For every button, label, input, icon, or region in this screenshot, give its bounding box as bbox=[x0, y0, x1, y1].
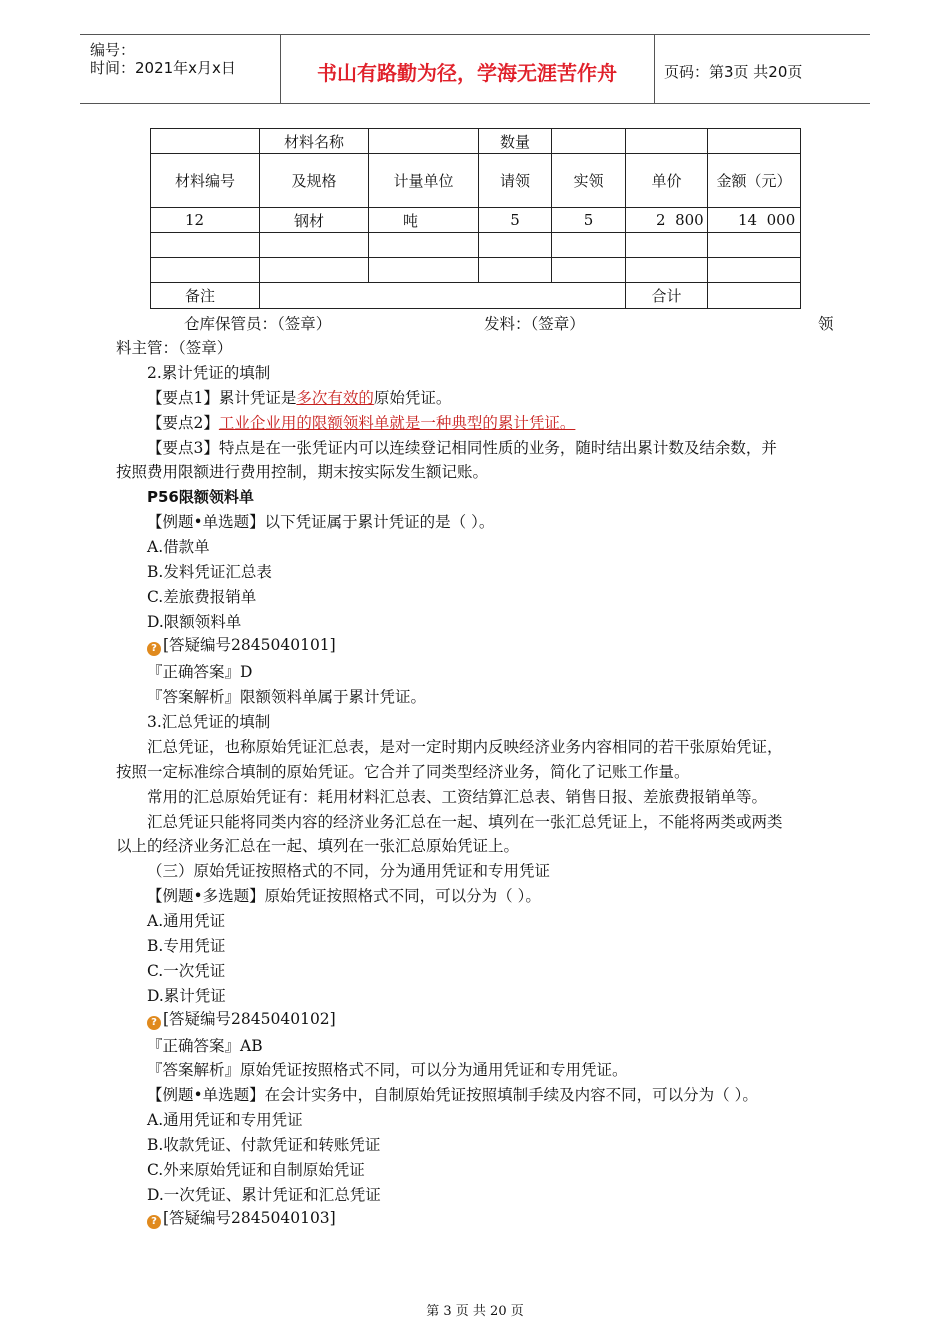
table-cell bbox=[708, 258, 801, 283]
table-header-cell: 实领 bbox=[552, 154, 626, 208]
point-2-highlight: 工业企业用的限额领料单就是一种典型的累计凭证。 bbox=[218, 414, 576, 432]
point-3-line-2: 按照费用限额进行费用控制，期末按实际发生额记账。 bbox=[116, 463, 489, 481]
sign-issuer: 发料：（签章） bbox=[484, 315, 585, 333]
table-header-cell: 计量单位 bbox=[369, 154, 479, 208]
table-cell bbox=[552, 258, 626, 283]
remark-value bbox=[260, 283, 626, 309]
point-1-suffix: 原始凭证。 bbox=[373, 389, 452, 407]
point-1-prefix: 【要点1】累计凭证是 bbox=[147, 389, 297, 407]
option: B.发料凭证汇总表 bbox=[147, 563, 272, 581]
table-header-cell: 数量 bbox=[479, 129, 552, 154]
section-title: （三）原始凭证按照格式的不同，分为通用凭证和专用凭证 bbox=[147, 862, 551, 880]
point-1 bbox=[147, 388, 451, 408]
table-row bbox=[151, 233, 801, 258]
sign-collector-start: 领 bbox=[818, 315, 834, 333]
section-title: 2.累计凭证的填制 bbox=[147, 364, 271, 382]
table-row bbox=[151, 258, 801, 283]
sign-warehouse: 仓库保管员：（签章） bbox=[184, 315, 332, 333]
table-cell bbox=[260, 233, 369, 258]
answer-ref bbox=[147, 635, 336, 656]
requisition-table bbox=[150, 128, 801, 309]
table-header-cell: 金额（元） bbox=[708, 154, 801, 208]
time-label: 时间：2021年x月x日 bbox=[90, 59, 236, 77]
option: D.一次凭证、累计凭证和汇总凭证 bbox=[147, 1186, 381, 1204]
table-header-cell: 材料编号 bbox=[151, 154, 260, 208]
option: A.通用凭证 bbox=[147, 912, 226, 930]
table-cell: 5 bbox=[552, 208, 626, 233]
option: A.通用凭证和专用凭证 bbox=[147, 1111, 303, 1129]
correct-answer: 『正确答案』D bbox=[147, 663, 253, 681]
table-cell bbox=[369, 233, 479, 258]
number-label: 编号： bbox=[90, 41, 136, 59]
table-header-cell bbox=[626, 129, 708, 154]
table-cell bbox=[369, 258, 479, 283]
header-left-cell bbox=[80, 35, 281, 103]
question-icon: ? bbox=[147, 642, 161, 656]
table-cell bbox=[151, 258, 260, 283]
table-cell bbox=[479, 258, 552, 283]
table-cell bbox=[151, 233, 260, 258]
table-header-cell: 及规格 bbox=[260, 154, 369, 208]
answer-ref-text: [答疑编号2845040103] bbox=[163, 1209, 336, 1227]
question-icon: ? bbox=[147, 1215, 161, 1229]
paragraph-line: 汇总凭证，也称原始凭证汇总表，是对一定时期内反映经济业务内容相同的若干张原始凭证， bbox=[147, 738, 783, 756]
paragraph-line: 按照一定标准综合填制的原始凭证。它合并了同类型经济业务，简化了记账工作量。 bbox=[116, 763, 690, 781]
section-title: 3.汇总凭证的填制 bbox=[147, 713, 271, 731]
point-1-highlight: 多次有效的 bbox=[296, 389, 374, 407]
remark-label: 备注 bbox=[151, 283, 260, 309]
option: B.专用凭证 bbox=[147, 937, 226, 955]
motto: 书山有路勤为径，学海无涯苦作舟 bbox=[317, 61, 617, 85]
page-header bbox=[80, 34, 870, 104]
option: C.差旅费报销单 bbox=[147, 588, 257, 606]
sign-supervisor: 料主管：（签章） bbox=[116, 339, 233, 357]
option: A.借款单 bbox=[147, 538, 210, 556]
answer-ref-text: [答疑编号2845040101] bbox=[163, 636, 336, 654]
table-header-cell: 材料名称 bbox=[260, 129, 369, 154]
table-cell bbox=[626, 258, 708, 283]
table-header-cell bbox=[552, 129, 626, 154]
option: B.收款凭证、付款凭证和转账凭证 bbox=[147, 1136, 381, 1154]
total-value bbox=[708, 283, 801, 309]
point-2-prefix: 【要点2】 bbox=[147, 414, 219, 432]
question-3: 【例题•单选题】在会计实务中，自制原始凭证按照填制手续及内容不同，可以分为（ ）。 bbox=[147, 1086, 758, 1104]
table-header-cell bbox=[151, 129, 260, 154]
answer-ref bbox=[147, 1009, 336, 1030]
correct-answer: 『正确答案』AB bbox=[147, 1037, 263, 1055]
table-cell: 钢材 bbox=[260, 208, 369, 233]
paragraph-line: 以上的经济业务汇总在一起、填列在一张汇总原始凭证上。 bbox=[116, 837, 520, 855]
table-cell bbox=[708, 233, 801, 258]
answer-ref bbox=[147, 1208, 336, 1229]
table-cell bbox=[626, 233, 708, 258]
table-cell: 14 000 bbox=[708, 208, 801, 233]
question-icon: ? bbox=[147, 1016, 161, 1030]
total-label: 合计 bbox=[626, 283, 708, 309]
option: D.限额领料单 bbox=[147, 613, 242, 631]
paragraph-line: 常用的汇总原始凭证有：耗用材料汇总表、工资结算汇总表、销售日报、差旅费报销单等。 bbox=[147, 788, 768, 806]
paragraph-line: 汇总凭证只能将同类内容的经济业务汇总在一起、填列在一张汇总凭证上，不能将两类或两类 bbox=[147, 813, 783, 831]
answer-explanation: 『答案解析』原始凭证按照格式不同，可以分为通用凭证和专用凭证。 bbox=[147, 1061, 628, 1079]
question-2: 【例题•多选题】原始凭证按照格式不同，可以分为（ ）。 bbox=[147, 887, 541, 905]
option: C.外来原始凭证和自制原始凭证 bbox=[147, 1161, 365, 1179]
option: D.累计凭证 bbox=[147, 987, 226, 1005]
table-cell: 吨 bbox=[369, 208, 479, 233]
header-mid-cell bbox=[280, 35, 655, 103]
table-header-row-2 bbox=[151, 154, 801, 208]
table-cell: 2 800 bbox=[626, 208, 708, 233]
answer-ref-text: [答疑编号2845040102] bbox=[163, 1010, 336, 1028]
table-cell: 12 bbox=[151, 208, 260, 233]
table-header-cell: 单价 bbox=[626, 154, 708, 208]
question-1: 【例题•单选题】以下凭证属于累计凭证的是（ ）。 bbox=[147, 513, 495, 531]
table-header-cell bbox=[369, 129, 479, 154]
answer-explanation: 『答案解析』限额领料单属于累计凭证。 bbox=[147, 688, 427, 706]
table-cell bbox=[552, 233, 626, 258]
header-right-cell bbox=[654, 35, 870, 103]
page-code: 页码：第3页 共20页 bbox=[664, 63, 803, 81]
option: C.一次凭证 bbox=[147, 962, 226, 980]
table-remark-row bbox=[151, 283, 801, 309]
table-header-cell: 请领 bbox=[479, 154, 552, 208]
table-row bbox=[151, 208, 801, 233]
p56-heading: P56限额领料单 bbox=[147, 488, 254, 506]
table-header-row-1 bbox=[151, 129, 801, 154]
table-cell bbox=[260, 258, 369, 283]
page-footer: 第 3 页 共 20 页 bbox=[426, 1304, 524, 1319]
point-3-line-1: 【要点3】特点是在一张凭证内可以连续登记相同性质的业务，随时结出累计数及结余数，并 bbox=[147, 439, 777, 457]
point-2 bbox=[147, 413, 575, 433]
table-header-cell bbox=[708, 129, 801, 154]
table-cell bbox=[479, 233, 552, 258]
table-cell: 5 bbox=[479, 208, 552, 233]
